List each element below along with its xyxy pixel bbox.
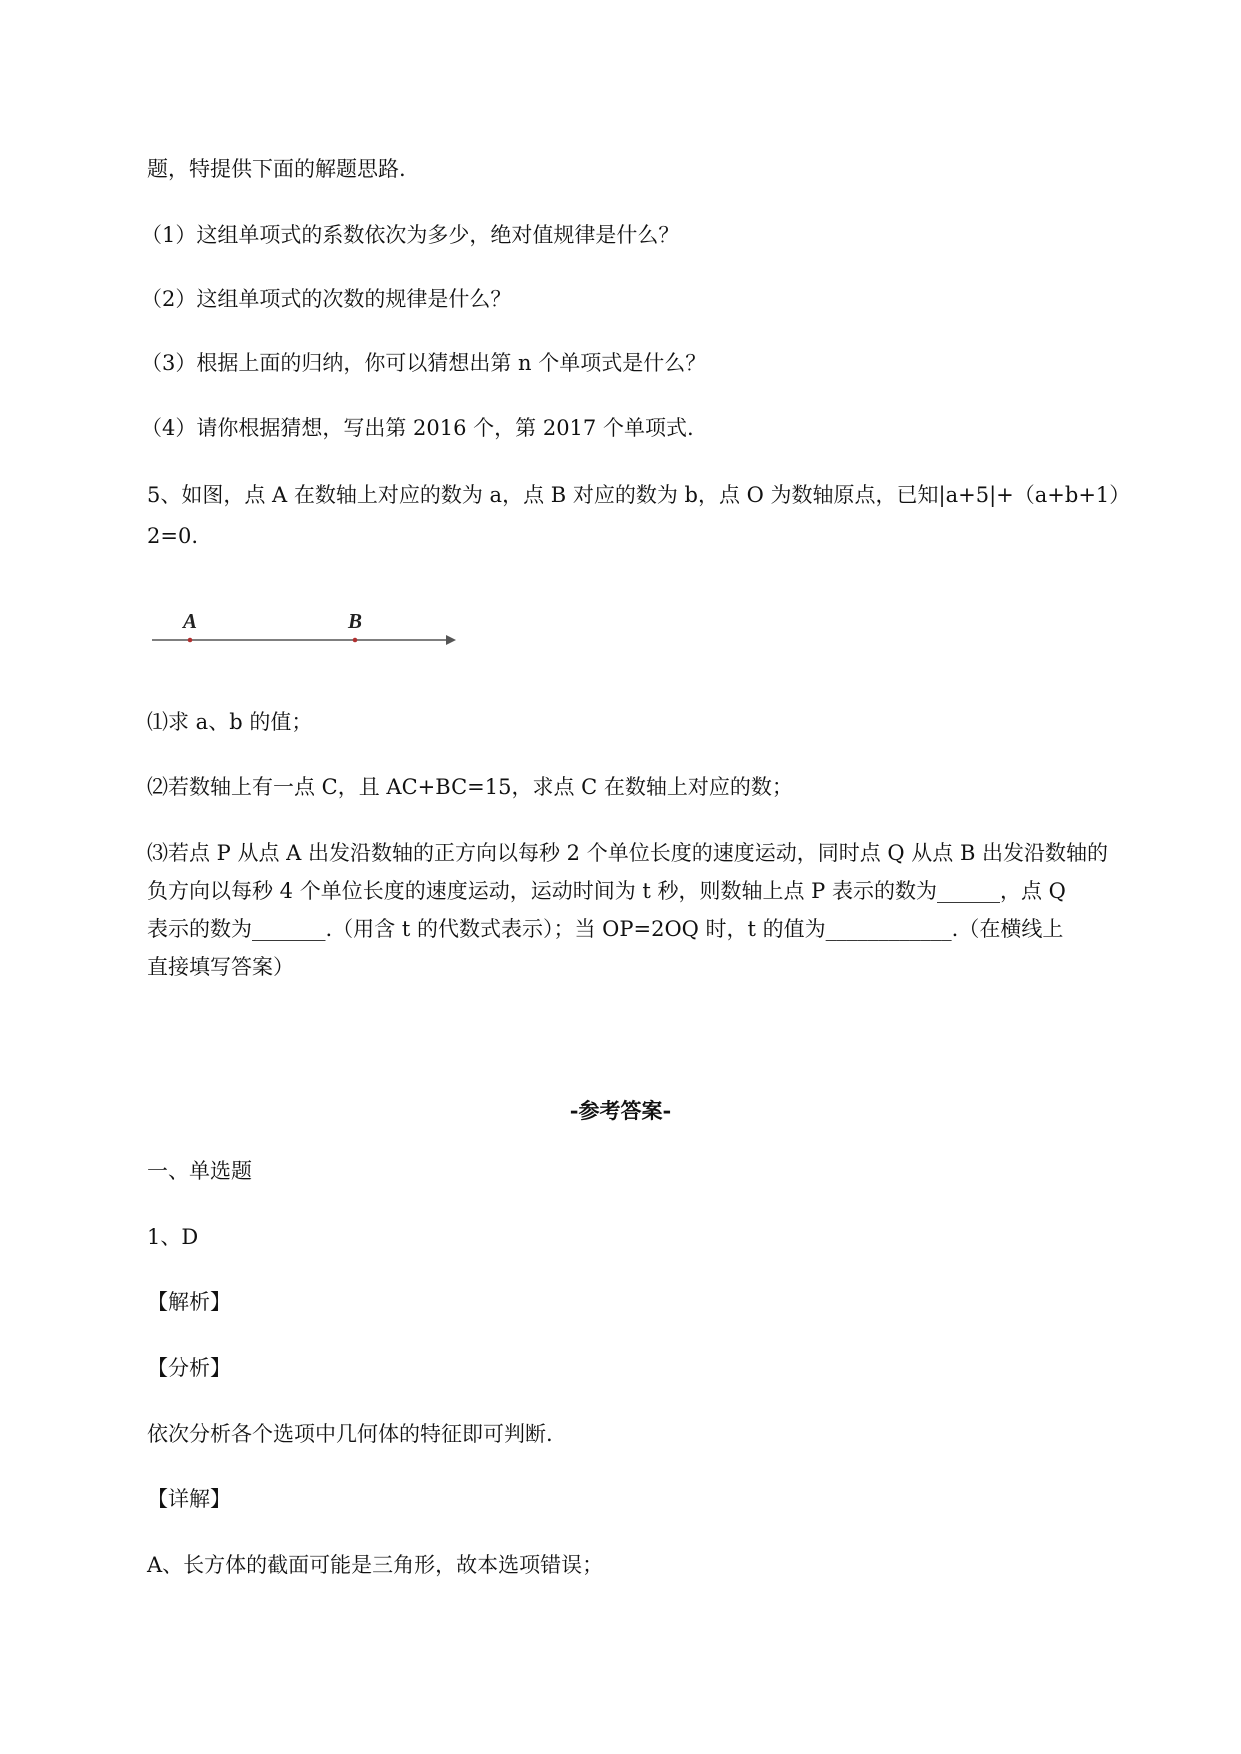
jiexi-label: 【解析】 bbox=[147, 1290, 231, 1314]
point-b-dot bbox=[353, 638, 358, 643]
xiangjie-label: 【详解】 bbox=[147, 1487, 231, 1511]
number-line-arrow bbox=[446, 635, 456, 645]
q5-stem-line1: 5、如图，点 A 在数轴上对应的数为 a，点 B 对应的数为 b，点 O 为数轴原点，已知|a+5|+（a+b+1） bbox=[147, 483, 1131, 507]
q5-part-1: ⑴求 a、b 的值； bbox=[147, 710, 313, 734]
intro-text: 题，特提供下面的解题思路. bbox=[147, 157, 406, 181]
q5-part-3-line3: 表示的数为_______.（用含 t 的代数式表示）；当 OP=2OQ 时，t 的值为____________.（在横线上 bbox=[147, 917, 1064, 941]
q4-part-3: （3）根据上面的归纳，你可以猜想出第 n 个单项式是什么？ bbox=[141, 351, 707, 375]
q5-stem-line2: 2=0. bbox=[147, 524, 198, 548]
q4-part-2: （2）这组单项式的次数的规律是什么？ bbox=[141, 287, 512, 311]
q4-part-4: （4）请你根据猜想，写出第 2016 个，第 2017 个单项式. bbox=[141, 416, 694, 440]
number-line-figure bbox=[150, 608, 460, 658]
q5-part-2: ⑵若数轴上有一点 C，且 AC+BC=15，求点 C 在数轴上对应的数； bbox=[147, 775, 793, 799]
option-a-text: A、长方体的截面可能是三角形，故本选项错误； bbox=[147, 1553, 604, 1577]
answer-item-1: 1、D bbox=[147, 1225, 199, 1249]
q5-part-3-line4: 直接填写答案） bbox=[147, 955, 294, 979]
point-a-dot bbox=[188, 638, 193, 643]
answer-section-title: 一、单选题 bbox=[147, 1159, 252, 1183]
point-a-label: A bbox=[183, 609, 198, 633]
q4-part-1: （1）这组单项式的系数依次为多少，绝对值规律是什么？ bbox=[141, 223, 680, 247]
q5-part-3-line1: ⑶若点 P 从点 A 出发沿数轴的正方向以每秒 2 个单位长度的速度运动，同时点 Q 从点 B 出发沿数轴的 bbox=[147, 841, 1109, 865]
answer-heading: -参考答案- bbox=[569, 1098, 672, 1123]
point-b-label: B bbox=[348, 609, 363, 633]
q5-part-3-line2: 负方向以每秒 4 个单位长度的速度运动，运动时间为 t 秒，则数轴上点 P 表示的数为______，点 Q bbox=[147, 879, 1066, 903]
fenxi-text: 依次分析各个选项中几何体的特征即可判断. bbox=[147, 1422, 553, 1446]
fenxi-label: 【分析】 bbox=[147, 1356, 231, 1380]
